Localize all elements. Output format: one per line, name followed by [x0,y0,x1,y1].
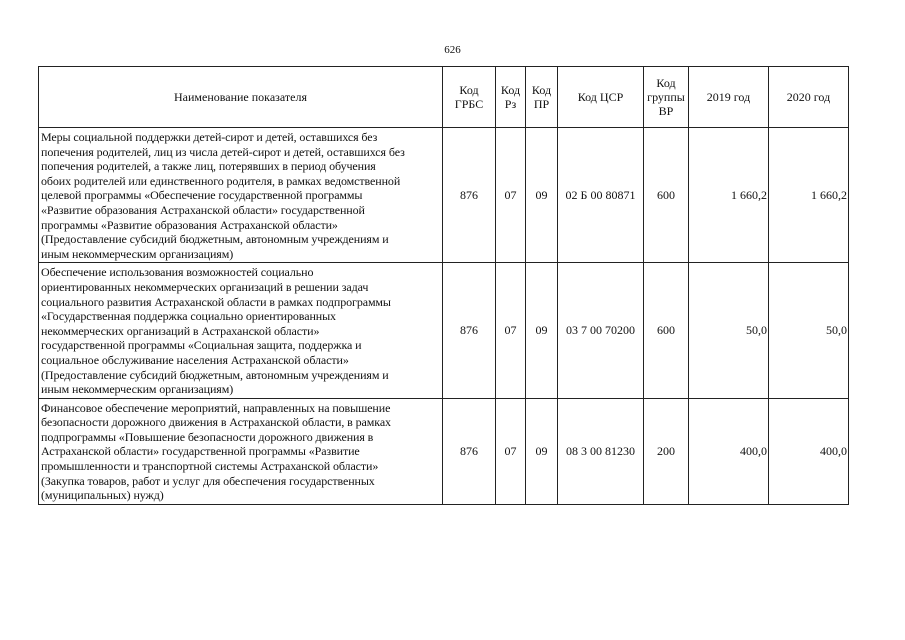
grbs-cell: 876 [443,128,496,263]
grbs-cell: 876 [443,398,496,504]
header-year-2019: 2019 год [689,67,769,128]
vr-cell: 600 [644,263,689,398]
csr-cell: 08 3 00 81230 [558,398,644,504]
header-rz: Код Рз [496,67,526,128]
header-year-2020: 2020 год [769,67,849,128]
amount-2019-cell: 1 660,2 [689,128,769,263]
rz-cell: 07 [496,398,526,504]
amount-2019-cell: 50,0 [689,263,769,398]
header-csr: Код ЦСР [558,67,644,128]
vr-cell: 200 [644,398,689,504]
amount-2020-cell: 1 660,2 [769,128,849,263]
rz-cell: 07 [496,128,526,263]
header-vr: Код группы ВР [644,67,689,128]
pr-cell: 09 [526,398,558,504]
grbs-cell: 876 [443,263,496,398]
header-grbs: Код ГРБС [443,67,496,128]
indicator-name-cell: Меры социальной поддержки детей-сирот и детей, оставшихся без попечения родителей, лиц из числа детей-сирот и детей, оставшихся без попечения родителей, а также лиц, потерявших в период обучения обоих родителей или единственного родителя, в рамках ведомственной целевой программы «Обеспечение государственной программы «Развитие образования Астраханской области» государственной программы «Развитие образования Астраханской области» (Предоставление субсидий бюджетным, автономным учреждениям и иным некоммерческим организациям) [39,128,443,263]
indicator-name-cell: Обеспечение использования возможностей социально ориентированных некоммерческих организаций в решении задач социального развития Астраханской области в рамках подпрограммы «Государственная поддержка социально ориентированных некоммерческих организаций в Астраханской области» государственной программы «Социальная защита, поддержка и социальное обслуживание населения Астраханской области» (Предоставление субсидий бюджетным, автономным учреждениям и иным некоммерческим организациям) [39,263,443,398]
amount-2020-cell: 50,0 [769,263,849,398]
header-pr: Код ПР [526,67,558,128]
vr-cell: 600 [644,128,689,263]
pr-cell: 09 [526,263,558,398]
table-header-row [39,67,849,128]
rz-cell: 07 [496,263,526,398]
table-row [39,263,849,398]
csr-cell: 02 Б 00 80871 [558,128,644,263]
page-number: 626 [444,44,461,56]
csr-cell: 03 7 00 70200 [558,263,644,398]
header-name: Наименование показателя [39,67,443,128]
pr-cell: 09 [526,128,558,263]
table-row [39,398,849,504]
indicator-name-cell: Финансовое обеспечение мероприятий, направленных на повышение безопасности дорожного движения в Астраханской области, в рамках подпрограммы «Повышение безопасности дорожного движения в Астраханской области» государственной программы «Развитие промышленности и транспортной системы Астраханской области» (Закупка товаров, работ и услуг для обеспечения государственных (муниципальных) нужд) [39,398,443,504]
amount-2020-cell: 400,0 [769,398,849,504]
budget-table [38,66,849,505]
amount-2019-cell: 400,0 [689,398,769,504]
table-row [39,128,849,263]
